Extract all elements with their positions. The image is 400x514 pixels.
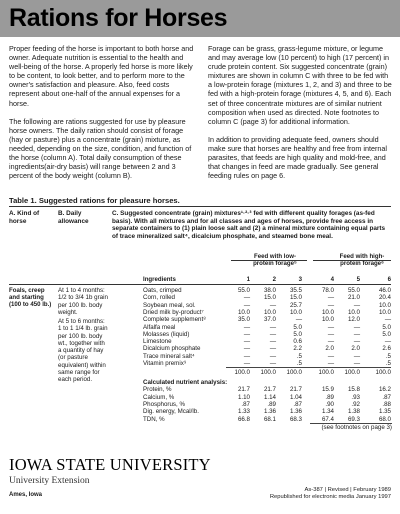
ingredient-row-value: 2.6: [382, 345, 391, 353]
ingredient-row-value: —: [327, 294, 334, 302]
page-title: Rations for Horses: [9, 4, 228, 32]
ingredient-row-value: .5: [385, 352, 391, 360]
analysis-row-value: 16.2: [378, 386, 391, 394]
ingredient-row-value: 35.0: [237, 316, 250, 324]
ingredient-row-value: 46.0: [378, 287, 391, 294]
ingredient-row-value: 100.0: [234, 368, 250, 376]
allowance-period-2: At 5 to 6 months: 1 to 1 1/4 lb. grain per 100 lb. body wt., together with a quantity of hay (or pasture equivalent) within same range for each period.: [58, 318, 108, 384]
ingredient-row-name: Alfalfa meal: [143, 323, 176, 331]
ingredient-row-value: —: [269, 345, 276, 353]
ingredient-row-value: —: [353, 323, 360, 331]
ingredient-row-value: 10.0: [321, 316, 334, 324]
analysis-row-value: 15.9: [321, 386, 334, 394]
analysis-row-value: .89: [325, 393, 334, 401]
ingredient-row-value: .5: [296, 360, 302, 367]
ingredient-row-value: —: [243, 338, 250, 346]
intro-right-column: [208, 44, 394, 189]
ingredient-row-value: —: [243, 323, 250, 331]
extension-label: University Extension: [9, 476, 90, 486]
allowance-period-1: At 1 to 4 months: 1/2 to 3/4 1b grain per 100 lb. body weight.: [58, 287, 108, 316]
analysis-row-value: 1.38: [347, 408, 360, 416]
ingredient-row-name: Soybean meal, sol.: [143, 301, 196, 309]
analysis-row-value: 66.8: [237, 415, 250, 423]
ingredient-row-value: 78.0: [321, 287, 334, 294]
ingredient-row-value: 21.0: [347, 294, 360, 302]
ingredient-row-value: 5.0: [382, 323, 391, 331]
ingredient-row-value: —: [384, 316, 391, 324]
analysis-row-name: Protein, %: [143, 386, 172, 394]
ingredient-row-value: 10.0: [321, 308, 334, 316]
intro-left-column: [9, 44, 197, 189]
analysis-row-value: .90: [325, 401, 334, 408]
ingredient-row-value: 37.0: [263, 316, 276, 324]
mix-number-1: 1: [246, 276, 250, 283]
mix-number-row: [0, 276, 400, 284]
analysis-row-value: 1.04: [289, 393, 302, 401]
ingredient-row-name: Corn, rolled: [143, 294, 175, 302]
ingredient-row-value: —: [243, 301, 250, 309]
ingredient-row-value: .5: [296, 352, 302, 360]
ingredient-row-value: 100.0: [260, 368, 276, 376]
ingredient-row-value: —: [327, 352, 334, 360]
publication-republished: Republished for electronic media January 1997: [269, 494, 391, 500]
analysis-label: Calculated nutrient analysis:: [143, 379, 228, 387]
analysis-row-name: Dig. energy, Mcal/lb.: [143, 408, 199, 416]
ingredient-row-value: 5.0: [293, 323, 302, 331]
intro-paragraph: In addition to providing adequate feed, owners should make sure that horses are healthy and free from internal parasites, that feeds are high quality and mold-free, and that changes in feed are made gradually. See general feeding rules on page 6.: [208, 134, 387, 181]
ingredient-row-value: —: [269, 352, 276, 360]
footer: [9, 455, 391, 486]
analysis-row-value: 1.35: [378, 408, 391, 416]
analysis-row-value: 68.1: [263, 415, 276, 423]
intro-paragraph: Forage can be grass, grass-legume mixture, or legume and may average low (10 percent) to high (17 percent) in crude protein content. Six suggested concentrate (grain) mixtures are shown in column C with three to be fed with a low-protein forage (mixtures 1, 2, and 3) and three to be fed with a high-protein forage (mixtures 4, 5, and 6). Each set of three concentrate mixtures are of similar nutrient composition when used as directed. Note footnotes to column C (page 3) for additional information.: [208, 44, 392, 126]
horse-kind-cell: Foals, creep and starting (100 to 450 lb.): [9, 287, 52, 309]
analysis-row-name: TDN, %: [143, 415, 165, 423]
header-bottom-rule: [9, 284, 391, 285]
footnote-reference: (see footnotes on page 3): [310, 423, 392, 432]
ingredient-row-value: 100.0: [318, 368, 334, 376]
ingredient-row-value: 10.0: [378, 308, 391, 316]
ingredient-row-name: Molasses (liquid): [143, 330, 190, 338]
ingredient-row-value: —: [327, 323, 334, 331]
ingredient-row-value: —: [353, 330, 360, 338]
ingredient-row-name: Dicalcium phosphate: [143, 345, 201, 353]
ingredients-label: Ingredients: [143, 276, 176, 283]
column-c-header: C. Suggested concentrate (grain) mixtures¹·²·³ fed with different quality forages (as-fed basis). With all mixtures and for all classes and ages of horses, provide free access in separate containers to (1) plain loose salt and (2) a mineral mixture containing equal parts of trace mineralized salt⁴, dicalcium phosphate, and steamed bone meal.: [112, 210, 386, 240]
ingredient-row-value: 10.0: [347, 308, 360, 316]
ingredient-row-value: 25.7: [289, 301, 302, 309]
ingredient-row-value: —: [243, 330, 250, 338]
analysis-row-value: 1.34: [321, 408, 334, 416]
ingredient-row-value: —: [269, 338, 276, 346]
ingredient-row-value: 55.0: [347, 287, 360, 294]
analysis-row-value: 69.3: [347, 415, 360, 423]
low-protein-forage-header: Feed with low-protein forage⁵: [253, 253, 297, 268]
analysis-row-value: 1.33: [237, 408, 250, 416]
title-bar: [0, 0, 400, 37]
mix-number-4: 4: [330, 276, 334, 283]
high-forage-rule: [313, 260, 391, 261]
intro-paragraph: Proper feeding of the horse is important to both horse and owner. Adequate nutrition is essential to the health and well-being of the horse. A properly fed horse is more likely to be content, to look better, and to perform more to the owner's satisfaction and pleasure. Also, feed costs represent about one-half of the annual expenses for a horse.: [9, 44, 194, 108]
ingredient-row-value: —: [269, 360, 276, 367]
analysis-row-value: 21.7: [263, 386, 276, 394]
analysis-row-value: .88: [382, 401, 391, 408]
analysis-row-value: 67.4: [321, 415, 334, 423]
analysis-row-value: 1.36: [263, 408, 276, 416]
ingredient-row-value: 10.0: [378, 301, 391, 309]
publication-info: [270, 487, 391, 501]
analysis-row-value: 68.0: [378, 415, 391, 423]
analysis-row-name: Calcium, %: [143, 393, 175, 401]
ingredient-row-value: 55.0: [237, 287, 250, 294]
ingredient-row-value: —: [327, 360, 334, 367]
high-protein-forage-header: Feed with high-protein forage⁶: [339, 253, 385, 268]
ingredient-row-value: —: [353, 352, 360, 360]
ingredient-row-value: 100.0: [286, 368, 302, 376]
ingredient-table: [0, 287, 400, 457]
mix-number-5: 5: [356, 276, 360, 283]
ingredient-row-name: Complete supplement⁸: [143, 316, 206, 324]
ingredient-row-value: —: [243, 345, 250, 353]
intro-paragraph: The following are rations suggested for use by pleasure horse owners. The daily ration should consist of forage (hay or pasture) plus a concentrate (grain) mixture, as needed, depending on the size, condition, and function of the horse (column A). Total daily consumption of these ingredients(air-dry basis) will range between 2 and 3 percent of the body weight (column B).: [9, 116, 192, 181]
ingredient-row-value: .5: [385, 360, 391, 367]
ingredient-row-value: 10.0: [289, 308, 302, 316]
mix-number-3: 3: [298, 276, 302, 283]
column-a-header: A. Kind of horse: [9, 210, 40, 225]
ingredient-row-value: —: [327, 301, 334, 309]
ingredient-row-value: 12.0: [347, 316, 360, 324]
ingredient-row-value: —: [243, 352, 250, 360]
ingredient-row-value: —: [295, 316, 302, 324]
ingredient-row-value: 100.0: [375, 368, 391, 376]
analysis-row-value: .87: [241, 401, 250, 408]
ingredient-row-value: 20.4: [378, 294, 391, 302]
ingredient-row-value: —: [269, 323, 276, 331]
analysis-row-value: 21.7: [237, 386, 250, 394]
ingredient-row-value: —: [327, 330, 334, 338]
ingredient-row-value: 5.0: [382, 330, 391, 338]
publication-number: As-387 | Revised | February 1989: [304, 487, 391, 493]
place-label: Ames, Iowa: [9, 492, 43, 498]
ingredient-row-name: Vitamin premix⁹: [143, 360, 187, 367]
ingredient-row-value: —: [243, 360, 250, 367]
ingredient-row-name: Oats, crimped: [143, 287, 182, 294]
analysis-row-value: 21.7: [289, 386, 302, 394]
ingredient-row-value: —: [384, 338, 391, 346]
table-top-rule: [9, 206, 391, 207]
analysis-row-value: .89: [267, 401, 276, 408]
ingredient-row-value: 100.0: [344, 368, 360, 376]
ingredient-row-value: 0.6: [293, 338, 302, 346]
low-forage-rule: [231, 260, 307, 261]
analysis-row-value: .87: [382, 393, 391, 401]
ingredient-row-value: 5.0: [293, 330, 302, 338]
ingredient-row-value: —: [353, 338, 360, 346]
table-title: Table 1. Suggested rations for pleasure horses.: [9, 196, 180, 205]
mix-number-2: 2: [272, 276, 276, 283]
ingredient-row-value: —: [353, 360, 360, 367]
ingredient-row-value: —: [327, 338, 334, 346]
ingredient-row-value: 38.0: [263, 287, 276, 294]
ingredient-row-name: Limestone: [143, 338, 172, 346]
analysis-row-value: 1.14: [263, 393, 276, 401]
column-b-header: B. Daily allowance: [58, 210, 89, 225]
ingredient-row-value: —: [269, 330, 276, 338]
ingredient-row-value: —: [243, 294, 250, 302]
analysis-row-value: 1.36: [289, 408, 302, 416]
analysis-row-name: Phosphorus, %: [143, 401, 185, 408]
ingredient-row-value: —: [353, 301, 360, 309]
ingredient-row-value: 10.0: [263, 308, 276, 316]
analysis-row-value: .92: [351, 401, 360, 408]
ingredient-row-value: —: [269, 301, 276, 309]
analysis-row-value: .87: [293, 401, 302, 408]
ingredient-row-value: 35.5: [289, 287, 302, 294]
university-logo-text: IOWA STATE UNIVERSITY: [9, 455, 211, 474]
analysis-row-value: 68.3: [289, 415, 302, 423]
ingredient-row-value: 2.0: [325, 345, 334, 353]
ingredient-row-value: 2.2: [293, 345, 302, 353]
ingredient-row-value: 15.0: [263, 294, 276, 302]
ingredient-row-value: 10.0: [237, 308, 250, 316]
ingredient-row-name: Dried milk by-product⁷: [143, 308, 204, 316]
analysis-row-value: 1.10: [237, 393, 250, 401]
analysis-row-value: 15.8: [347, 386, 360, 394]
mix-number-6: 6: [387, 276, 391, 283]
analysis-row-value: .93: [351, 393, 360, 401]
ingredient-row-name: Trace mineral salt⁴: [143, 352, 195, 360]
ingredient-row-value: 15.0: [289, 294, 302, 302]
ingredient-row-value: 2.0: [351, 345, 360, 353]
